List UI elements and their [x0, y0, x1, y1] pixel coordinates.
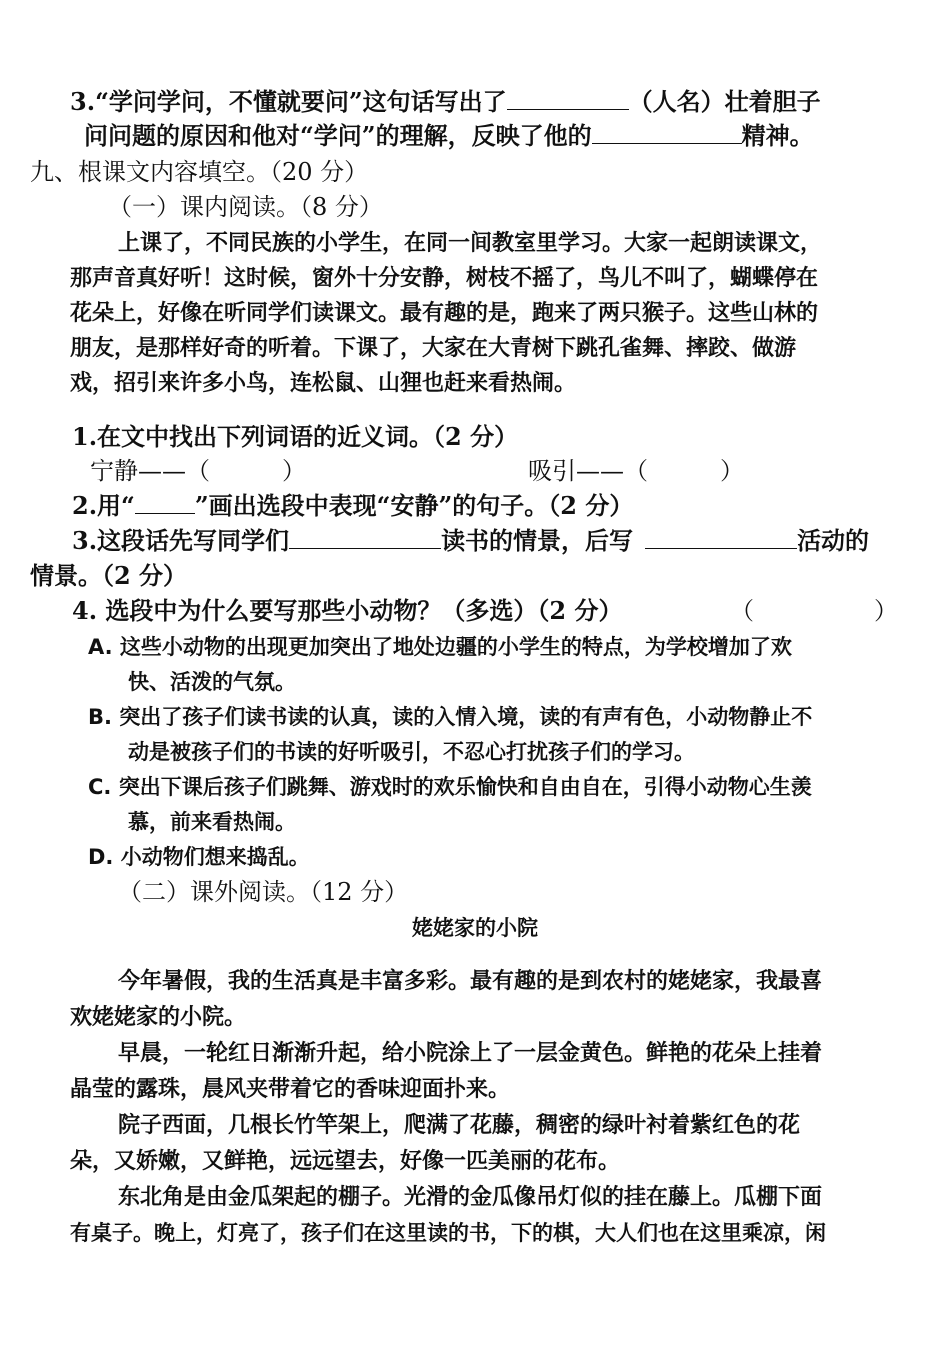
- part1-q1: 1.在文中找出下列词语的近义词。（2 分）: [72, 422, 519, 451]
- part1-q2: [72, 490, 633, 522]
- option-c-line2[interactable]: 慕，前来看热闹。: [128, 810, 296, 834]
- q1-item-xiyin[interactable]: 吸引——（ ）: [528, 457, 744, 485]
- answer-blank-activity[interactable]: [645, 548, 797, 549]
- passage2-line2: 欢姥姥家的小院。: [70, 1004, 247, 1030]
- underline-sample: [135, 513, 195, 514]
- article-title: 姥姥家的小院: [412, 915, 538, 940]
- part1-heading: （一）课内阅读。（8 分）: [108, 193, 383, 221]
- part1-q4: 4. 选段中为什么要写那些小动物？（多选）（2 分）: [72, 596, 623, 625]
- answer-blank-spirit[interactable]: [592, 143, 742, 144]
- section9-heading: 九、根课文内容填空。（20 分）: [30, 158, 369, 186]
- answer-blank-person[interactable]: [507, 109, 629, 110]
- passage2-line5: 院子西面，几根长竹竿架上，爬满了花藤，稠密的绿叶衬着紫红色的花: [118, 1112, 801, 1138]
- passage1-line5: 戏，招引来许多小鸟，连松鼠、山狸也赶来看热闹。: [70, 370, 577, 396]
- answer-blank-reading[interactable]: [289, 548, 441, 549]
- passage2-line6: 朵，又娇嫩，又鲜艳，远远望去，好像一匹美丽的花布。: [70, 1148, 621, 1174]
- q3-text-b: 读书的情景，后写: [441, 526, 634, 555]
- prev-q3-text-d: 精神。: [741, 121, 814, 150]
- part1-q3-line2: 情景。（2 分）: [30, 561, 188, 590]
- prev-q3-line1: [70, 86, 821, 118]
- passage1-line4: 朋友，是那样好奇的听着。下课了，大家在大青树下跳孔雀舞、摔跤、做游: [70, 335, 797, 361]
- q2-text-b: ”画出选段中表现“安静”的句子。（2 分）: [194, 491, 634, 520]
- q1-item-ningjing[interactable]: 宁静——（ ）: [90, 457, 306, 485]
- passage2-line8: 有桌子。晚上，灯亮了，孩子们在这里读的书，下的棋，大人们也在这里乘凉，闲: [70, 1220, 826, 1245]
- option-d-line1[interactable]: D. 小动物们想来捣乱。: [88, 845, 310, 869]
- prev-q3-text-a: “学问学问，不懂就要问”这句话写出了: [95, 87, 507, 116]
- part2-heading: （二）课外阅读。（12 分）: [118, 878, 409, 906]
- prev-q3-line2: [84, 120, 814, 152]
- option-b-line1[interactable]: B. 突出了孩子们读书读的认真，读的入情入境，读的有声有色，小动物静止不: [88, 705, 813, 729]
- passage1-line2: 那声音真好听！这时候，窗外十分安静，树枝不摇了，鸟儿不叫了，蝴蝶停在: [70, 265, 819, 291]
- prev-q3-text-b: （人名）壮着胆子: [628, 87, 821, 116]
- passage2-line7: 东北角是由金瓜架起的棚子。光滑的金瓜像吊灯似的挂在藤上。瓜棚下面: [118, 1184, 823, 1210]
- option-c-line1[interactable]: C. 突出下课后孩子们跳舞、游戏时的欢乐愉快和自由自在，引得小动物心生羡: [88, 775, 812, 799]
- passage2-line3: 早晨，一轮红日渐渐升起，给小院涂上了一层金黄色。鲜艳的花朵上挂着: [118, 1040, 823, 1066]
- prev-q3-number: 3.: [70, 87, 96, 116]
- prev-q3-text-c: 问问题的原因和他对“学问”的理解，反映了他的: [84, 121, 592, 150]
- q4-answer-bracket[interactable]: （ ）: [730, 597, 898, 625]
- option-b-line2[interactable]: 动是被孩子们的书读的好听吸引，不忍心打扰孩子们的学习。: [128, 740, 695, 764]
- passage1-line1: 上课了，不同民族的小学生，在同一间教室里学习。大家一起朗读课文，: [118, 230, 823, 256]
- q3-text-c: 活动的: [797, 526, 870, 555]
- q2-text-a: 2.用“: [72, 491, 135, 520]
- q3-text-a: 3.这段话先写同学们: [72, 526, 290, 555]
- passage1-line3: 花朵上，好像在听同学们读课文。最有趣的是，跑来了两只猴子。这些山林的: [70, 300, 819, 326]
- passage2-line4: 晶莹的露珠，晨风夹带着它的香味迎面扑来。: [70, 1076, 511, 1102]
- passage2-line1: 今年暑假，我的生活真是丰富多彩。最有趣的是到农村的姥姥家，我最喜: [118, 968, 823, 994]
- part1-q3-line1: [72, 525, 869, 557]
- option-a-line2[interactable]: 快、活泼的气氛。: [128, 670, 296, 694]
- option-a-line1[interactable]: A. 这些小动物的出现更加突出了地处边疆的小学生的特点，为学校增加了欢: [88, 635, 792, 659]
